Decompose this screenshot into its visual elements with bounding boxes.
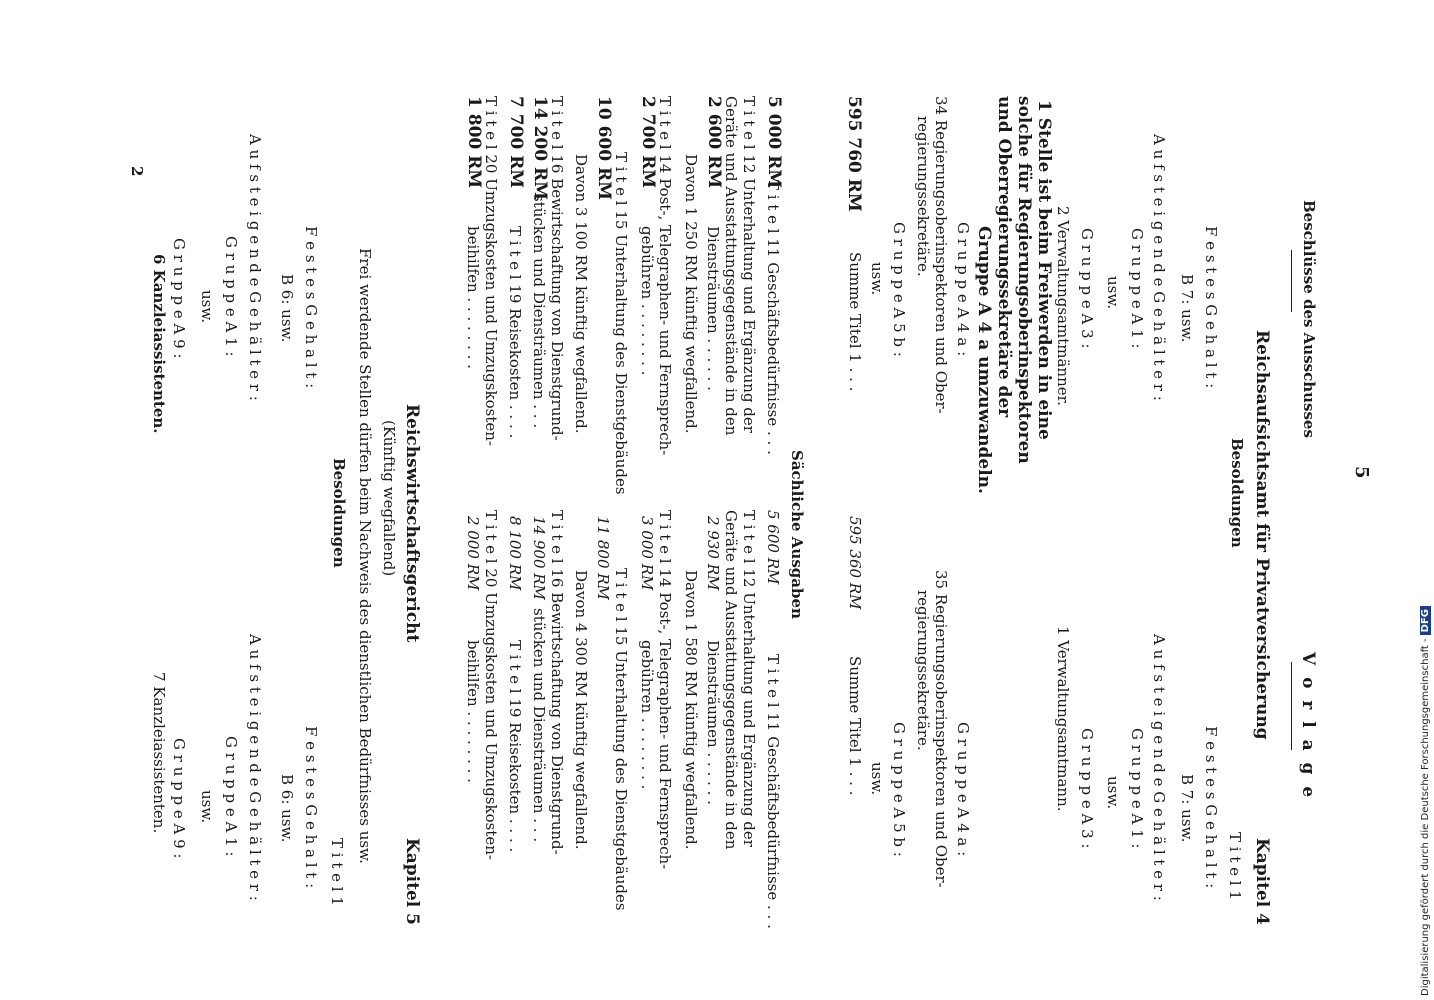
sl-t11: T i t e l 11 Geschäftsbedürfnisse . . . [764,654,782,929]
sr-t15-b: Davon 3 100 RM künftig wegfallend. [572,154,590,434]
k4r-a1: G r u p p e A 1 : [1128,228,1146,349]
kapitel5-besoldungen: Besoldungen [330,458,348,568]
sl-t14-a: T i t e l 14 Post-, Telegraphen- und Fernsprech- [656,510,674,870]
k4l-a4a-line2: regierungssekretäre. [914,590,932,751]
rule-right [1291,250,1292,312]
sl-t20-value: 2 000 RM [464,516,482,591]
sl-t16-a: T i t e l 16 Bewirtschaftung von Dienstgrund- [548,510,566,855]
k4l-b7: B 7: usw. [1178,774,1196,843]
sl-t19-value: 8 100 RM [506,516,524,591]
k5r-usw: usw. [198,290,216,324]
sl-t15-a: T i t e l 15 Unterhaltung des Dienstgebäudes [612,568,630,911]
k4l-a1: G r u p p e A 1 : [1128,728,1146,849]
title-right: Beschlüsse des Ausschusses [1300,200,1318,438]
k4r-usw1: usw. [1104,276,1122,310]
sl-t19: T i t e l 19 Reisekosten . . . . [506,640,524,853]
sl-t12-d: Davon 1 580 RM künftig wegfallend. [682,570,700,850]
k4r-bold3: und Oberregierungssekretäre der [994,96,1014,418]
k4r-a5b: G r u p p e A 5 b : [890,222,908,357]
sl-t20-a: T i t e l 20 Umzugskosten und Umzugskosten- [482,510,500,860]
kapitel5-note: Frei werdende Stellen dürfen beim Nachweis des dienstlichen Bedürfnisses usw. [356,248,374,864]
k4l-aufsteigende: A u f s t e i g e n d e G e h ä l t e r : [1150,634,1168,901]
sr-t12-c: Diensträumen . . . . . . [704,226,722,391]
sl-t11-value: 5 600 RM [764,510,782,585]
sl-t16-b: stücken und Diensträumen . . . [530,608,548,843]
k4r-b7: B 7: usw. [1178,274,1196,343]
k5r-b6: B 6: usw. [278,274,296,343]
k5l-a1: G r u p p e A 1 : [222,736,240,857]
k4r-aufsteigende: A u f s t e i g e n d e G e h ä l t e r : [1150,134,1168,401]
page-number-right: 2 [128,166,146,177]
sl-t15-b: Davon 4 300 RM künftig wegfallend. [572,570,590,850]
page-number-left: 5 [1351,466,1372,479]
sr-t19: T i t e l 19 Reisekosten . . . . [506,226,524,439]
sr-t20-value: 1 800 RM [464,96,484,189]
sl-t20-b: beihilfen . . . . . . . . [464,640,482,783]
sr-t14-b: gebühren . . . . . . . . [638,226,656,376]
kapitel5-label: Kapitel 5 [402,838,422,926]
sl-t12-a: T i t e l 12 Unterhaltung und Ergänzung der [740,510,758,847]
k4l-a4a-line1: 35 Regierungsoberinspektoren und Ober- [932,570,950,888]
k5r-festes: F e s t e s G e h a l t : [302,226,320,389]
credit-text: Digitalisierung gefördert durch die Deutsche Forschungsgemeinschaft - [1420,638,1431,996]
k4l-usw1: usw. [1104,776,1122,810]
k5l-titel1: T i t e l 1 [328,838,346,906]
kapitel5-title: Reichswirtschaftsgericht [402,404,422,643]
sr-t12-value: 2 600 RM [704,96,724,189]
k4l-usw2: usw. [868,762,886,796]
k4l-a4a: G r u p p e A 4 a : [954,722,972,857]
sr-t20-b: beihilfen . . . . . . . . [464,226,482,369]
sr-t19-value: 7 700 RM [506,96,526,189]
k4l-a3: G r u p p e A 3 : [1078,728,1096,849]
sr-t16-a: T i t e l 16 Bewirtschaftung von Dienstgrund- [548,96,566,441]
k4r-a4a-line1: 34 Regierungsoberinspektoren und Ober- [932,96,950,414]
funding-credit [1420,6,1431,996]
sr-t14-a: T i t e l 14 Post-, Telegraphen- und Fernsprech- [656,96,674,456]
k4r-usw2: usw. [868,262,886,296]
rule-left [1291,662,1292,750]
kapitel5-subtitle: (Künftig wegfallend) [380,420,398,577]
k5l-b6: B 6: usw. [278,774,296,843]
k4r-a4a: G r u p p e A 4 a : [954,222,972,357]
k4l-a3-line: 1 Verwaltungsamtmann. [1054,626,1072,812]
sr-t11: T i t e l 11 Geschäftsbedürfnisse . . . [764,180,782,455]
sr-t14-value: 2 700 RM [638,96,658,189]
sl-t12-c: Diensträumen . . . . . . [704,640,722,805]
k5r-a1: G r u p p e A 1 : [222,236,240,357]
sl-t14-value: 3 000 RM [638,516,656,591]
sl-t16-value: 14 900 RM [530,516,548,600]
k4r-festes: F e s t e s G e h a l t : [1202,226,1220,389]
sr-t20-a: T i t e l 20 Umzugskosten und Umzugskosten- [482,96,500,446]
k5l-festes: F e s t e s G e h a l t : [302,726,320,889]
kapitel4-title: Reichsaufsichtsamt für Privatversicherung [1252,330,1272,740]
k5l-usw: usw. [198,790,216,824]
sl-t12-b: Geräte und Ausstattungsgegenstände in den [722,510,740,850]
sr-t16-b: stücken und Diensträumen . . . [530,194,548,429]
sr-t12-d: Davon 1 250 RM künftig wegfallend. [682,154,700,434]
k4l-a5b: G r u p p e A 5 b : [890,722,908,857]
kapitel4-label: Kapitel 4 [1252,838,1272,926]
kapitel4-besoldungen: Besoldungen [1228,438,1246,548]
sr-t11-value: 5 000 RM [764,96,784,189]
dfg-logo: DFG [1420,606,1431,635]
k4r-bold1: 1 Stelle ist beim Freiwerden in eine [1034,100,1054,440]
k5l-aufsteigende: A u f s t e i g e n d e G e h ä l t e r : [246,634,264,901]
title-left: V o r l a g e [1298,652,1318,801]
k4l-summe-value: 595 360 RM [846,516,864,610]
k4l-titel1: T i t e l 1 [1226,832,1244,900]
k4r-bold4: Gruppe A 4 a umzuwandeln. [974,226,994,494]
k5r-a9-line: 6 Kanzleiassistenten. [150,254,168,434]
sl-t12-value: 2 930 RM [704,516,722,591]
k5r-a9: G r u p p e A 9 : [170,238,188,359]
k4l-festes: F e s t e s G e h a l t : [1202,726,1220,889]
sr-t15-value: 10 600 RM [594,96,614,200]
k4r-bold2: solche für Regierungsoberinspektoren [1014,96,1034,464]
sl-t14-b: gebühren . . . . . . . . [638,640,656,790]
k5l-a9: G r u p p e A 9 : [170,738,188,859]
k4r-summe-label: Summe Titel 1 . . . [846,252,864,392]
saechliche-heading: Sächliche Ausgaben [788,450,806,619]
k4r-a4a-line2: regierungssekretäre. [914,116,932,277]
k4r-a3-line: 2 Verwaltungsamtmänner. [1054,206,1072,406]
k4l-summe-label: Summe Titel 1 . . . [846,656,864,796]
sr-t15-a: T i t e l 15 Unterhaltung des Dienstgebäudes [612,152,630,495]
k5r-aufsteigende: A u f s t e i g e n d e G e h ä l t e r : [246,134,264,401]
sr-t12-b: Geräte und Ausstattungsgegenstände in den [722,96,740,436]
k4r-a3: G r u p p e A 3 : [1078,228,1096,349]
k5l-a9-line: 7 Kanzleiassistenten. [150,672,168,834]
sr-t12-a: T i t e l 12 Unterhaltung und Ergänzung der [740,96,758,433]
k4r-summe-value: 595 760 RM [844,96,864,212]
sr-t16-value: 14 200 RM [530,96,550,200]
sl-t15-value: 11 800 RM [594,516,612,600]
